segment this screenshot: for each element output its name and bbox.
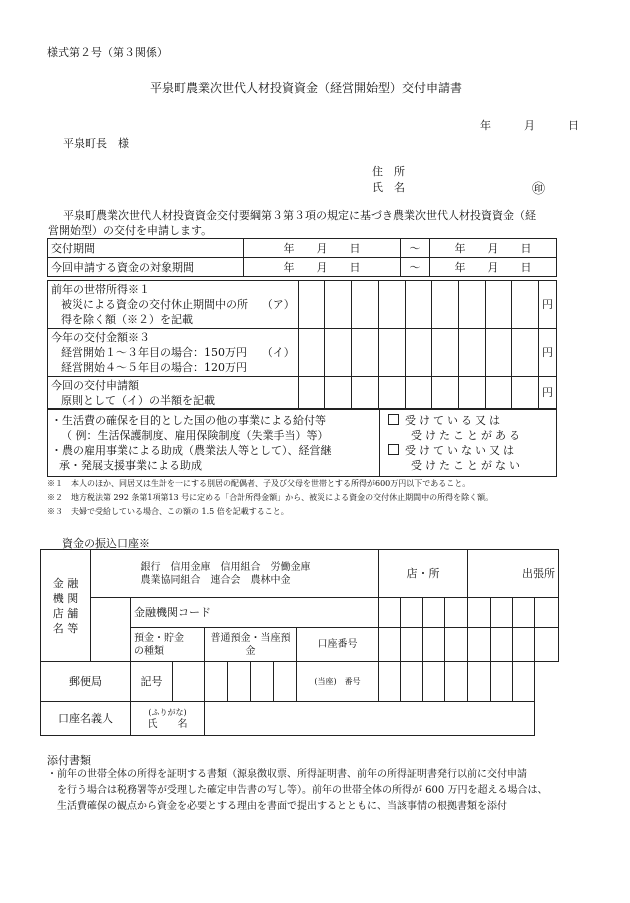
digit-cell[interactable] xyxy=(458,281,485,329)
deposit-type-line-2: の種類 xyxy=(134,645,164,657)
number-digit[interactable] xyxy=(468,662,491,702)
fi-label-line: 名 等 xyxy=(52,621,79,635)
digit-cell[interactable] xyxy=(325,281,352,329)
bank-section-title: 資金の振込口座※ xyxy=(62,537,150,550)
intro-line-2: 営開始型）の交付を申請します。 xyxy=(48,224,213,237)
table-row xyxy=(48,410,557,477)
request-title: 今回の交付申請額 xyxy=(51,378,139,392)
number-digit[interactable] xyxy=(423,662,445,702)
income-sub-1: 被災による資金の交付休止期間中の所 xyxy=(61,298,248,311)
amount-table xyxy=(47,280,557,409)
account-digit[interactable] xyxy=(423,628,445,662)
code-digit[interactable] xyxy=(401,598,423,628)
yen-unit: 円 xyxy=(539,329,557,377)
date-cell[interactable]: 年 月 日 xyxy=(430,239,557,258)
date-cell[interactable]: 年 月 日 xyxy=(430,258,557,277)
digit-cell[interactable] xyxy=(405,281,432,329)
account-digit[interactable] xyxy=(468,628,491,662)
digit-cell[interactable] xyxy=(378,281,405,329)
digit-cell[interactable] xyxy=(512,329,539,377)
holder-name-text: 氏 名 xyxy=(147,718,188,730)
option-received-label-2: 受けたことがある xyxy=(411,429,523,442)
request-sub: 原則として（イ）の半額を記載 xyxy=(61,393,215,407)
period-table xyxy=(47,238,557,277)
digit-cell[interactable] xyxy=(352,377,379,409)
option-received[interactable] xyxy=(388,413,553,428)
post-office-label: 郵便局 xyxy=(41,662,131,702)
digit-cell[interactable] xyxy=(352,281,379,329)
code-digit[interactable] xyxy=(379,598,401,628)
form-title: 平泉町農業次世代人材投資資金（経営開始型）交付申請書 xyxy=(150,81,463,95)
date-cell[interactable]: 年 月 日 xyxy=(244,239,401,258)
table-row xyxy=(48,239,557,258)
number-digit[interactable] xyxy=(379,662,401,702)
digit-cell[interactable] xyxy=(298,377,325,409)
name-label: 氏 名 xyxy=(372,181,405,194)
number-digit[interactable] xyxy=(513,662,535,702)
number-digit[interactable] xyxy=(401,662,423,702)
tilde: ～ xyxy=(401,258,430,277)
support-options xyxy=(380,410,557,477)
addressee: 平泉町長 様 xyxy=(63,137,129,150)
spacer xyxy=(91,628,131,662)
branch-label[interactable]: 店・所 xyxy=(379,550,468,598)
income-title: 前年の世帯所得※１ xyxy=(51,283,150,296)
digit-cell[interactable] xyxy=(352,329,379,377)
symbol-digit[interactable] xyxy=(205,662,228,702)
bank-name-cell[interactable] xyxy=(91,550,131,598)
yen-unit: 円 xyxy=(539,377,557,409)
period-label: 今回申請する資金の対象期間 xyxy=(48,258,244,277)
seal-mark: ㊞ xyxy=(532,182,546,197)
account-number-label: 口座番号 xyxy=(297,628,379,662)
period-label: 交付期間 xyxy=(48,239,244,258)
tilde: ～ xyxy=(401,239,430,258)
option-not-received-label-2: 受けたことがない xyxy=(411,459,523,472)
amount-mark: （イ） xyxy=(259,329,299,377)
digit-cell[interactable] xyxy=(485,377,512,409)
digit-cell[interactable] xyxy=(325,377,352,409)
holder-name-label xyxy=(131,702,205,736)
financial-institution-label xyxy=(41,550,91,662)
address-label: 住 所 xyxy=(372,165,405,178)
code-digit[interactable] xyxy=(445,598,468,628)
account-digit[interactable] xyxy=(401,628,423,662)
other-support-description xyxy=(48,410,380,477)
deposit-type-line-1: 預金・貯金 xyxy=(134,632,184,644)
digit-cell[interactable] xyxy=(298,329,325,377)
institution-types-line-1: 銀行 信用金庫 信用組合 労働金庫 xyxy=(140,561,311,573)
option-not-received-label-1: 受けていない又は xyxy=(405,444,517,457)
number-digit[interactable] xyxy=(445,662,468,702)
request-description xyxy=(48,377,299,409)
account-digit[interactable] xyxy=(445,628,468,662)
intro-line-1: 平泉町農業次世代人材投資資金交付要綱第３第３項の規定に基づき農業次世代人材投資資金（経 xyxy=(63,209,536,222)
deposit-type-label xyxy=(131,628,205,662)
code-digit[interactable] xyxy=(491,598,513,628)
attachments-title: 添付書類 xyxy=(47,754,91,767)
attachment-line-3: 生活費確保の観点から資金を必要とする理由を書面で提出するとともに、当該事情の根拠書類を添付 xyxy=(57,801,507,812)
fi-label-line: 金 融 xyxy=(52,576,79,590)
code-digit[interactable] xyxy=(535,598,559,628)
digit-cell[interactable] xyxy=(405,329,432,377)
symbol-digit[interactable] xyxy=(173,662,205,702)
other-support-table xyxy=(47,409,557,477)
symbol-digit[interactable] xyxy=(274,662,297,702)
digit-cell[interactable] xyxy=(485,281,512,329)
code-digit[interactable] xyxy=(423,598,445,628)
form-number: 様式第２号（第３関係） xyxy=(47,46,168,59)
account-digit[interactable] xyxy=(379,628,401,662)
account-digit[interactable] xyxy=(491,628,513,662)
table-row xyxy=(48,329,557,377)
digit-cell[interactable] xyxy=(512,281,539,329)
furigana-label: (ふりがな) xyxy=(148,707,187,717)
digit-cell[interactable] xyxy=(432,329,459,377)
checkbox-not-received[interactable] xyxy=(388,444,399,455)
amount-sub-2: 経営開始４～５年目の場合：120万円 xyxy=(61,361,247,374)
digit-cell[interactable] xyxy=(458,329,485,377)
account-digit[interactable] xyxy=(513,628,535,662)
note-2: ※２ 地方税法第 292 条第1項第13 号に定める「合計所得金額」から、被災による資金の交付休止期間中の所得を除く額。 xyxy=(47,493,494,502)
account-digit[interactable] xyxy=(535,628,559,662)
table-row xyxy=(48,281,557,329)
income-sub-2: 得を除く額（※２）を記載 xyxy=(61,313,193,326)
amount-description xyxy=(48,329,259,377)
date-cell[interactable]: 年 月 日 xyxy=(244,258,401,277)
digit-cell[interactable] xyxy=(325,329,352,377)
digit-cell[interactable] xyxy=(298,281,325,329)
support-line-2: （ 例：生活保護制度、雇用保険制度（失業手当）等） xyxy=(61,429,329,442)
option-not-received[interactable] xyxy=(388,443,553,458)
digit-cell[interactable] xyxy=(432,281,459,329)
number-digit[interactable] xyxy=(491,662,513,702)
digit-cell[interactable] xyxy=(458,377,485,409)
digit-cell[interactable] xyxy=(512,377,539,409)
table-row xyxy=(48,258,557,277)
institution-code-label: 金融機関コード xyxy=(131,598,379,628)
attachment-line-1: ・前年の世帯全体の所得を証明する書類（源泉徴収票、所得証明書、前年の所得証明書発行以前に交付申請 xyxy=(47,769,527,780)
sub-branch-label[interactable]: 出張所 xyxy=(468,550,559,598)
current-number-label: (当座) 番号 xyxy=(297,662,379,702)
code-digit[interactable] xyxy=(513,598,535,628)
income-mark: （ア） xyxy=(259,281,299,329)
amount-title: 今年の交付金額※３ xyxy=(51,331,150,344)
deposit-options[interactable]: 普通預金・当座預金 xyxy=(205,628,297,662)
digit-cell[interactable] xyxy=(485,329,512,377)
symbol-digit[interactable] xyxy=(251,662,274,702)
digit-cell[interactable] xyxy=(378,329,405,377)
support-line-1: ・生活費の確保を目的とした国の他の事業による給付等 xyxy=(51,414,326,427)
table-row xyxy=(48,377,557,409)
checkbox-received[interactable] xyxy=(388,414,399,425)
option-received-label-1: 受けている又は xyxy=(405,414,503,427)
account-holder-input[interactable] xyxy=(205,702,535,736)
symbol-digit[interactable] xyxy=(228,662,251,702)
account-holder-label: 口座名義人 xyxy=(41,702,131,736)
bank-account-table xyxy=(40,549,559,736)
note-1: ※１ 本人のほか、同居又は生計を一にする別居の配偶者、子及び父母を世帯とする所得が600万円以下であること。 xyxy=(47,479,471,488)
code-digit[interactable] xyxy=(468,598,491,628)
support-line-3: ・農の雇用事業による助成（農業法人等として）、経営継 xyxy=(51,444,332,457)
note-3: ※３ 夫婦で受給している場合、この額の 1.5 倍を記載すること。 xyxy=(47,507,289,516)
institution-types-line-2: 農業協同組合 連合会 農林中金 xyxy=(140,574,291,586)
yen-unit: 円 xyxy=(539,281,557,329)
support-line-4: 承・発展支援事業による助成 xyxy=(59,459,202,472)
digit-cell[interactable] xyxy=(378,377,405,409)
spacer xyxy=(91,598,131,628)
income-description xyxy=(48,281,259,329)
fi-label-line: 店 舗 xyxy=(52,606,79,620)
amount-sub-1: 経営開始１～３年目の場合：150万円 xyxy=(61,346,247,359)
date-field: 年 月 日 xyxy=(480,119,579,132)
symbol-label: 記号 xyxy=(131,662,173,702)
digit-cell[interactable] xyxy=(405,377,432,409)
institution-types xyxy=(131,550,379,598)
fi-label-line: 機 関 xyxy=(52,591,79,605)
attachment-line-2: を行う場合は税務署等が受理した確定申告書の写し等）。前年の世帯全体の所得が 600 万円を超える場合は、 xyxy=(57,785,548,796)
digit-cell[interactable] xyxy=(432,377,459,409)
